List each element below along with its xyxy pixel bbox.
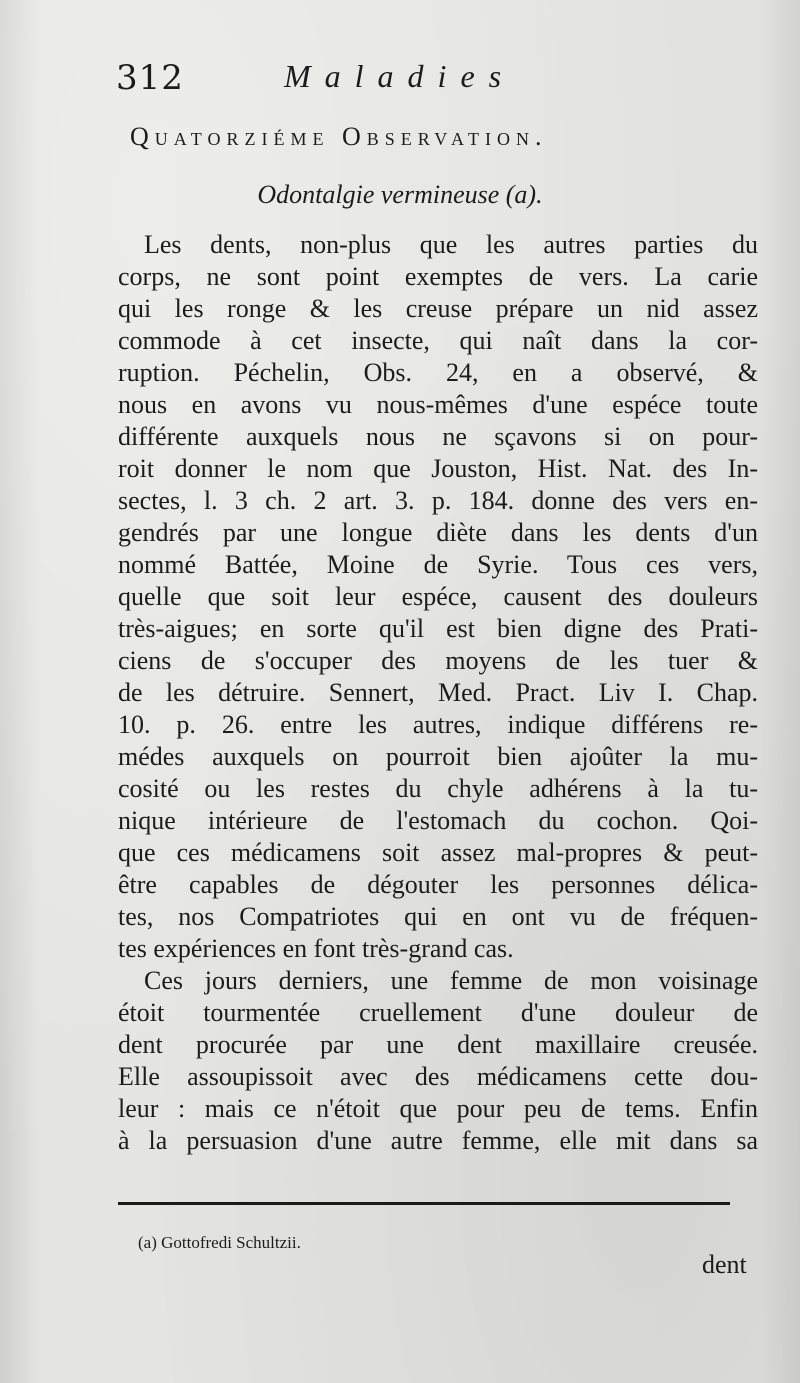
text-line: nommé Battée, Moine de Syrie. Tous ces vers, xyxy=(118,550,758,579)
text-line: être capables de dégouter les personnes délica- xyxy=(118,870,758,899)
text-line: ruption. Péchelin, Obs. 24, en a observé, & xyxy=(118,358,758,387)
text-line: quelle que soit leur espéce, causent des douleurs xyxy=(118,582,758,611)
footnote: (a) Gottofredi Schultzii. xyxy=(138,1233,301,1252)
text-line: Ces jours derniers, une femme de mon voisinage xyxy=(144,966,758,995)
text-line: gendrés par une longue diète dans les dents d'un xyxy=(118,518,758,547)
text-line: Les dents, non-plus que les autres parties du xyxy=(144,230,758,259)
page-number: 312 xyxy=(116,58,184,98)
text-line: corps, ne sont point exemptes de vers. La carie xyxy=(118,262,758,291)
text-line: nique intérieure de l'estomach du cochon. Qoi- xyxy=(118,806,758,835)
footnote-rule xyxy=(118,1202,730,1205)
text-line: ciens de s'occuper des moyens de les tuer & xyxy=(118,646,758,675)
text-line: nous en avons vu nous-mêmes d'une espéce toute xyxy=(118,390,758,419)
page-header xyxy=(116,58,756,102)
text-line: que ces médicamens soit assez mal-propres & peut- xyxy=(118,838,758,867)
text-line: très-aigues; en sorte qu'il est bien digne des Prati- xyxy=(118,614,758,643)
observation-title: Quatorziéme Observation. xyxy=(130,122,548,151)
section-subtitle: Odontalgie vermineuse (a). xyxy=(257,180,543,209)
text-line: différente auxquels nous ne sçavons si on pour- xyxy=(118,422,758,451)
text-line: dent procurée par une dent maxillaire creusée. xyxy=(118,1030,758,1059)
text-line: à la persuasion d'une autre femme, elle mit dans sa xyxy=(118,1126,758,1155)
text-line: médes auxquels on pourroit bien ajoûter la mu- xyxy=(118,742,758,771)
text-line: cosité ou les restes du chyle adhérens à la tu- xyxy=(118,774,758,803)
text-line: 10. p. 26. entre les autres, indique différens re- xyxy=(118,710,758,739)
text-line: tes expériences en font très-grand cas. xyxy=(118,934,514,963)
text-line: roit donner le nom que Jouston, Hist. Nat. des In- xyxy=(118,454,758,483)
running-title: Maladies xyxy=(284,58,516,94)
text-line: qui les ronge & les creuse prépare un nid assez xyxy=(118,294,758,323)
text-line: commode à cet insecte, qui naît dans la cor- xyxy=(118,326,758,355)
text-line: tes, nos Compatriotes qui en ont vu de fréquen- xyxy=(118,902,758,931)
text-line: de les détruire. Sennert, Med. Pract. Liv I. Chap. xyxy=(118,678,758,707)
text-line: sectes, l. 3 ch. 2 art. 3. p. 184. donne des vers en- xyxy=(118,486,758,515)
body-text xyxy=(118,229,758,1157)
text-line: leur : mais ce n'étoit que pour peu de tems. Enfin xyxy=(118,1094,758,1123)
catchword: dent xyxy=(702,1250,747,1279)
text-line: étoit tourmentée cruellement d'une douleur de xyxy=(118,998,758,1027)
text-line: Elle assoupissoit avec des médicamens cette dou- xyxy=(118,1062,758,1091)
